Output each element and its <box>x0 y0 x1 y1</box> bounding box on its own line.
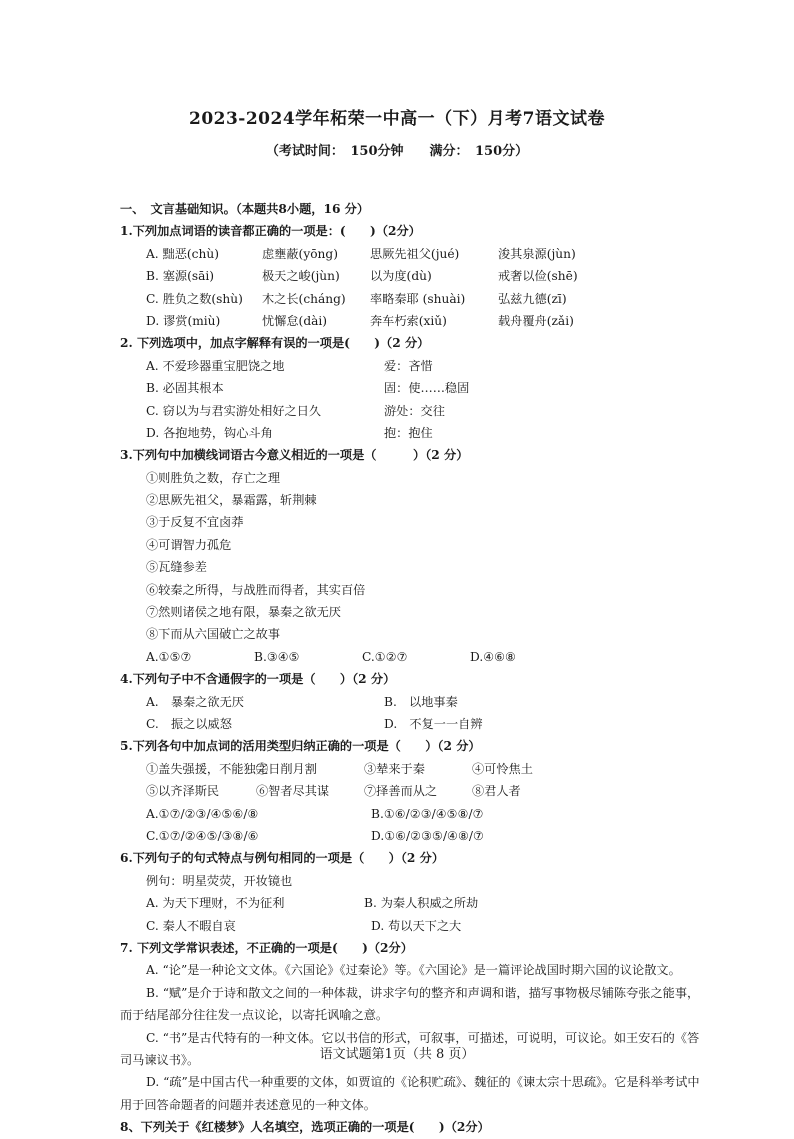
question-3-item: ②思厥先祖父，暴霜露，斩荆棘 <box>146 493 317 508</box>
question-2-option-b: B. 必固其根本 固：使……稳固 <box>146 381 470 396</box>
exam-info: （考试时间： 150分钟 满分： 150分） <box>265 144 529 159</box>
page-footer: 语文试题第1页（共 8 页） <box>319 1047 475 1062</box>
question-1-option-a: A. 黜恶(chù) 虑壅蔽(yōng) 思厥先祖父(jué) 浚其泉源(jùn) <box>146 246 576 261</box>
question-2-option-c: C. 窃以为与君实游处相好之日久 游处：交往 <box>146 403 445 418</box>
question-1-option-c: C. 胜负之数(shù) 木之长(cháng) 率略秦耶 (shuài) 弘兹九德(zī) <box>146 291 567 306</box>
question-4-options-ab: A. 暴秦之欲无厌 B. 以地事秦 <box>146 694 458 709</box>
question-5-items-1: ①盖失强援，不能独完 ②日削月割 ③辇来于秦 ④可怜焦土 <box>146 761 533 776</box>
question-3-item: ④可谓智力孤危 <box>146 537 232 552</box>
exam-content <box>120 198 700 1139</box>
question-6-example: 例句：明星荧荧，开妆镜也 <box>146 873 293 888</box>
question-2-option-a: A. 不爱珍器重宝肥饶之地 爱：吝惜 <box>146 358 433 373</box>
question-5-options-ab: A.①⑦/②③/④⑤⑥/⑧ B.①⑥/②③/④⑤⑧/⑦ <box>146 806 484 821</box>
question-8-stem: 8、下列关于《红楼梦》人名填空，选项正确的一项是( )（2分） <box>120 1120 490 1135</box>
question-6-options-cd: C. 秦人不暇自哀 D. 苟以天下之大 <box>146 918 462 933</box>
exam-title: 2023-2024学年柘荣一中高一（下）月考7语文试卷 <box>188 109 605 129</box>
question-3-item: ③于反复不宜卤莽 <box>146 515 244 530</box>
question-1-option-d: D. 谬赏(miù) 忧懈怠(dài) 奔车朽索(xiǔ) 载舟覆舟(zǎi) <box>146 313 574 328</box>
question-7-option-a: A. “论”是一种论文文体。《六国论》《过秦论》等。《六国论》是一篇评论战国时期六国的议论散文。 <box>146 963 681 978</box>
question-6-options-ab: A. 为天下理财，不为征利 B. 为秦人积威之所劫 <box>146 896 479 911</box>
question-3-item: ⑧下而从六国破亡之故事 <box>146 627 281 642</box>
question-5-options-cd: C.①⑦/②④⑤/③⑧/⑥ D.①⑥/②③⑤/④⑧/⑦ <box>146 828 484 843</box>
question-1-option-b: B. 塞源(sāi) 极天之峻(jùn) 以为度(dù) 戒奢以俭(shē) <box>146 269 578 284</box>
section-heading: 一、 文言基础知识。（本题共8小题，16 分） <box>120 202 370 216</box>
question-4-stem: 4.下列句子中不含通假字的一项是（ ）（2 分） <box>120 672 396 687</box>
question-3-item: ⑤瓦缝参差 <box>146 560 207 575</box>
question-7-stem: 7. 下列文学常识表述，不正确的一项是( )（2分） <box>120 940 413 955</box>
question-3-stem: 3.下列句中加横线词语古今意义相近的一项是（ ）（2 分） <box>120 448 469 463</box>
question-2-option-d: D. 各抱地势，钩心斗角 抱：抱住 <box>146 425 433 440</box>
question-3-options: A.①⑤⑦ B.③④⑤ C.①②⑦ D.④⑥⑧ <box>146 649 516 664</box>
question-3-item: ⑦然则诸侯之地有限，暴秦之欲无厌 <box>146 605 341 620</box>
question-6-stem: 6.下列句子的句式特点与例句相同的一项是（ ）（2 分） <box>120 851 445 866</box>
question-3-item: ①则胜负之数，存亡之理 <box>146 470 281 485</box>
question-4-options-cd: C. 振之以威怒 D. 不复一一自辨 <box>146 716 483 731</box>
question-7-option-b: B. “赋”是介于诗和散文之间的一种体裁，讲求字句的整齐和声调和谐，描写事物极尽铺陈夸张之能事，而于结尾部分往往发一点议论，以寄托讽喻之意。 <box>120 985 700 1023</box>
question-2-stem: 2. 下列选项中，加点字解释有误的一项是( )（2 分） <box>120 336 430 351</box>
question-7-option-d: D. “疏”是中国古代一种重要的文体，如贾谊的《论积贮疏》、魏征的《谏太宗十思疏》。它是科举考试中用于回答命题者的问题并表述意见的一种文体。 <box>120 1075 700 1112</box>
question-3-item: ⑥较秦之所得，与战胜而得者，其实百倍 <box>146 582 366 597</box>
question-5-stem: 5.下列各句中加点词的活用类型归纳正确的一项是（ ）（2 分） <box>120 739 481 754</box>
question-7-option-c: C. “书”是古代特有的一种文体。它以书信的形式，可叙事，可描述，可说明，可议论。如王安石的《答司马谏议书》。 <box>120 1030 700 1067</box>
question-1-stem: 1.下列加点词语的读音都正确的一项是：( )（2分） <box>120 224 421 239</box>
question-5-items-2: ⑤以齐泽斯民 ⑥智者尽其谋 ⑦择善而从之 ⑧君人者 <box>146 784 521 799</box>
